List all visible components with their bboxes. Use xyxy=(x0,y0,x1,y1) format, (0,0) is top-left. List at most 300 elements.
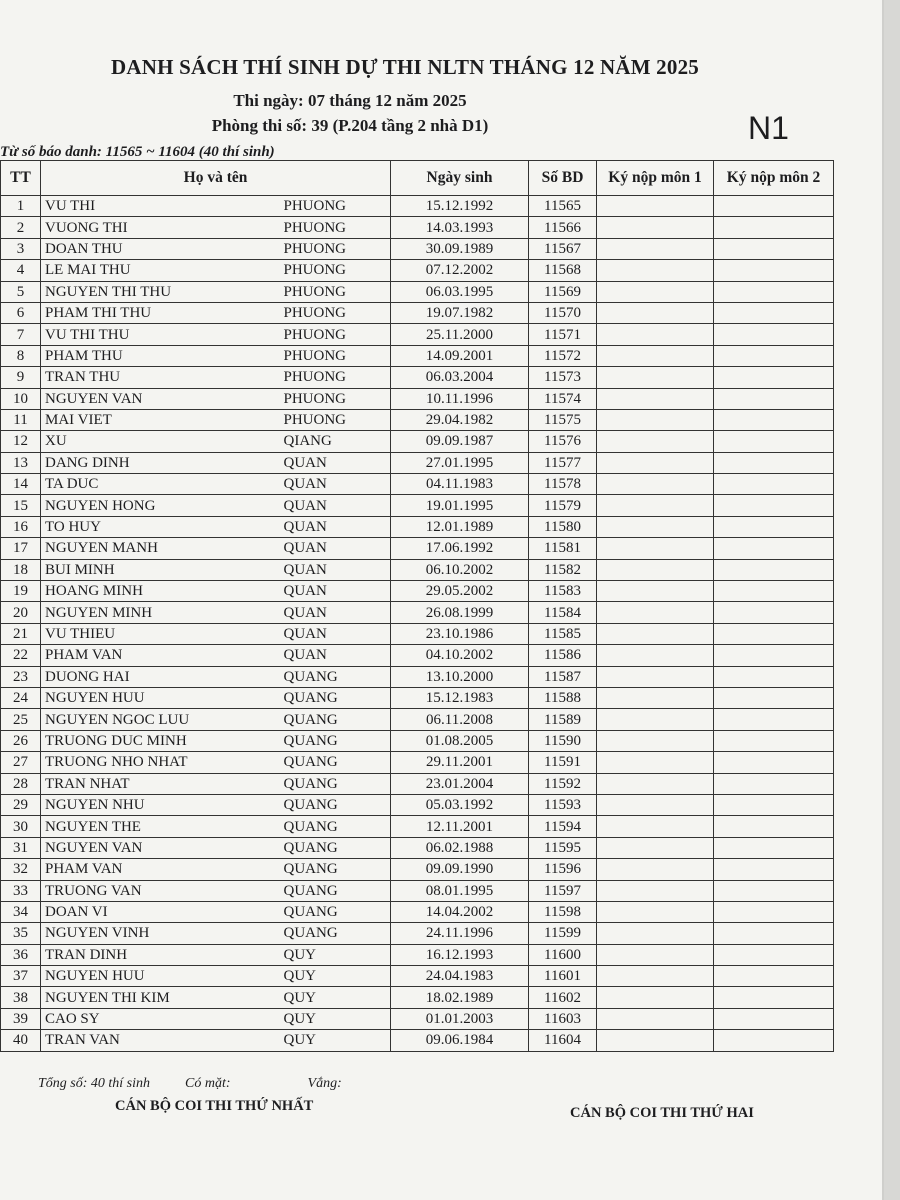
row-birth-date: 27.01.1995 xyxy=(391,452,529,473)
table-row xyxy=(1,773,834,794)
row-last-name: TRAN DINH xyxy=(41,944,276,965)
exam-date: Thi ngày: 07 tháng 12 năm 2025 xyxy=(233,91,467,110)
row-number: 1 xyxy=(1,196,41,217)
row-number: 13 xyxy=(1,452,41,473)
row-sign-1 xyxy=(597,687,714,708)
row-number: 10 xyxy=(1,388,41,409)
row-birth-date: 10.11.1996 xyxy=(391,388,529,409)
row-first-name: QUANG xyxy=(276,752,391,773)
row-first-name: QUANG xyxy=(276,666,391,687)
row-number: 18 xyxy=(1,559,41,580)
row-last-name: TRUONG VAN xyxy=(41,880,276,901)
row-candidate-number: 11568 xyxy=(529,260,597,281)
row-candidate-number: 11573 xyxy=(529,367,597,388)
total-count: Tổng số: 40 thí sinh xyxy=(38,1076,151,1091)
row-candidate-number: 11574 xyxy=(529,388,597,409)
row-last-name: MAI VIET xyxy=(41,409,276,430)
paper-edge xyxy=(884,0,900,1200)
row-number: 17 xyxy=(1,538,41,559)
table-row xyxy=(1,602,834,623)
row-candidate-number: 11590 xyxy=(529,730,597,751)
row-number: 25 xyxy=(1,709,41,730)
row-sign-2 xyxy=(714,687,834,708)
row-sign-2 xyxy=(714,880,834,901)
row-last-name: NGUYEN VAN xyxy=(41,388,276,409)
row-first-name: PHUONG xyxy=(276,409,391,430)
table-row xyxy=(1,752,834,773)
row-first-name: QUANG xyxy=(276,923,391,944)
row-number: 6 xyxy=(1,302,41,323)
header-tt: TT xyxy=(1,161,41,196)
row-last-name: NGUYEN THI KIM xyxy=(41,987,276,1008)
row-last-name: PHAM VAN xyxy=(41,859,276,880)
row-number: 38 xyxy=(1,987,41,1008)
row-first-name: QUANG xyxy=(276,880,391,901)
row-first-name: PHUONG xyxy=(276,196,391,217)
signer-second: CÁN BỘ COI THI THỨ HAI xyxy=(570,1105,754,1121)
row-first-name: QUAN xyxy=(276,474,391,495)
header-sbd: Số BD xyxy=(529,161,597,196)
row-candidate-number: 11601 xyxy=(529,966,597,987)
row-number: 24 xyxy=(1,687,41,708)
row-birth-date: 09.06.1984 xyxy=(391,1030,529,1051)
row-birth-date: 12.11.2001 xyxy=(391,816,529,837)
row-candidate-number: 11587 xyxy=(529,666,597,687)
row-birth-date: 07.12.2002 xyxy=(391,260,529,281)
row-birth-date: 29.05.2002 xyxy=(391,581,529,602)
row-birth-date: 26.08.1999 xyxy=(391,602,529,623)
row-candidate-number: 11599 xyxy=(529,923,597,944)
table-row xyxy=(1,859,834,880)
table-row xyxy=(1,495,834,516)
row-sign-1 xyxy=(597,602,714,623)
row-last-name: NGUYEN HONG xyxy=(41,495,276,516)
table-row xyxy=(1,794,834,815)
row-sign-2 xyxy=(714,345,834,366)
row-birth-date: 09.09.1990 xyxy=(391,859,529,880)
row-birth-date: 16.12.1993 xyxy=(391,944,529,965)
header-dob: Ngày sinh xyxy=(391,161,529,196)
row-sign-1 xyxy=(597,559,714,580)
row-number: 9 xyxy=(1,367,41,388)
row-candidate-number: 11583 xyxy=(529,581,597,602)
row-sign-2 xyxy=(714,324,834,345)
row-candidate-number: 11603 xyxy=(529,1008,597,1029)
table-row xyxy=(1,966,834,987)
row-last-name: BUI MINH xyxy=(41,559,276,580)
row-first-name: QUANG xyxy=(276,794,391,815)
table-row xyxy=(1,581,834,602)
row-last-name: DOAN VI xyxy=(41,901,276,922)
row-sign-2 xyxy=(714,773,834,794)
table-row xyxy=(1,923,834,944)
row-sign-1 xyxy=(597,794,714,815)
row-birth-date: 06.03.2004 xyxy=(391,367,529,388)
row-birth-date: 06.03.1995 xyxy=(391,281,529,302)
row-sign-1 xyxy=(597,238,714,259)
row-sign-2 xyxy=(714,966,834,987)
row-last-name: VUONG THI xyxy=(41,217,276,238)
row-first-name: QUANG xyxy=(276,709,391,730)
row-sign-1 xyxy=(597,752,714,773)
row-sign-1 xyxy=(597,431,714,452)
row-sign-2 xyxy=(714,367,834,388)
row-first-name: QUANG xyxy=(276,730,391,751)
row-number: 2 xyxy=(1,217,41,238)
row-first-name: QUANG xyxy=(276,687,391,708)
candidate-range: Từ số báo danh: 11565 ~ 11604 (40 thí sinh) xyxy=(0,144,275,160)
row-sign-1 xyxy=(597,944,714,965)
row-sign-2 xyxy=(714,645,834,666)
row-sign-2 xyxy=(714,559,834,580)
row-last-name: DOAN THU xyxy=(41,238,276,259)
row-number: 12 xyxy=(1,431,41,452)
row-last-name: NGUYEN NHU xyxy=(41,794,276,815)
row-number: 8 xyxy=(1,345,41,366)
row-number: 30 xyxy=(1,816,41,837)
row-number: 7 xyxy=(1,324,41,345)
table-row xyxy=(1,388,834,409)
row-candidate-number: 11581 xyxy=(529,538,597,559)
row-sign-2 xyxy=(714,581,834,602)
row-first-name: PHUONG xyxy=(276,217,391,238)
row-candidate-number: 11594 xyxy=(529,816,597,837)
row-first-name: QUY xyxy=(276,1008,391,1029)
row-number: 27 xyxy=(1,752,41,773)
row-number: 34 xyxy=(1,901,41,922)
row-number: 35 xyxy=(1,923,41,944)
row-birth-date: 23.01.2004 xyxy=(391,773,529,794)
row-sign-1 xyxy=(597,837,714,858)
row-sign-1 xyxy=(597,345,714,366)
row-sign-1 xyxy=(597,623,714,644)
row-sign-2 xyxy=(714,816,834,837)
row-sign-1 xyxy=(597,474,714,495)
row-last-name: NGUYEN THE xyxy=(41,816,276,837)
row-birth-date: 13.10.2000 xyxy=(391,666,529,687)
row-candidate-number: 11577 xyxy=(529,452,597,473)
row-candidate-number: 11588 xyxy=(529,687,597,708)
row-sign-2 xyxy=(714,196,834,217)
row-number: 19 xyxy=(1,581,41,602)
row-last-name: PHAM THI THU xyxy=(41,302,276,323)
row-last-name: VU THIEU xyxy=(41,623,276,644)
row-candidate-number: 11565 xyxy=(529,196,597,217)
row-sign-1 xyxy=(597,816,714,837)
row-number: 40 xyxy=(1,1030,41,1051)
row-sign-1 xyxy=(597,923,714,944)
row-first-name: QUY xyxy=(276,944,391,965)
row-last-name: NGUYEN NGOC LUU xyxy=(41,709,276,730)
table-row xyxy=(1,260,834,281)
row-birth-date: 19.07.1982 xyxy=(391,302,529,323)
row-number: 21 xyxy=(1,623,41,644)
row-sign-2 xyxy=(714,730,834,751)
row-birth-date: 09.09.1987 xyxy=(391,431,529,452)
row-first-name: QUAN xyxy=(276,581,391,602)
row-first-name: QUANG xyxy=(276,837,391,858)
row-sign-1 xyxy=(597,1030,714,1051)
table-row xyxy=(1,217,834,238)
header-sign1: Ký nộp môn 1 xyxy=(597,161,714,196)
row-sign-1 xyxy=(597,196,714,217)
row-candidate-number: 11578 xyxy=(529,474,597,495)
row-birth-date: 19.01.1995 xyxy=(391,495,529,516)
row-number: 4 xyxy=(1,260,41,281)
row-first-name: QUANG xyxy=(276,859,391,880)
row-sign-2 xyxy=(714,474,834,495)
row-birth-date: 25.11.2000 xyxy=(391,324,529,345)
row-last-name: TRAN VAN xyxy=(41,1030,276,1051)
row-sign-2 xyxy=(714,1030,834,1051)
absent-label: Vắng: xyxy=(307,1076,342,1091)
document-title: DANH SÁCH THÍ SINH DỰ THI NLTN THÁNG 12 NĂM 2025 xyxy=(111,55,699,79)
row-last-name: VU THI THU xyxy=(41,324,276,345)
row-last-name: DUONG HAI xyxy=(41,666,276,687)
row-last-name: HOANG MINH xyxy=(41,581,276,602)
table-row xyxy=(1,623,834,644)
row-sign-1 xyxy=(597,388,714,409)
row-candidate-number: 11580 xyxy=(529,516,597,537)
row-last-name: NGUYEN THI THU xyxy=(41,281,276,302)
row-candidate-number: 11576 xyxy=(529,431,597,452)
row-last-name: NGUYEN HUU xyxy=(41,687,276,708)
row-first-name: QUANG xyxy=(276,816,391,837)
row-first-name: QUY xyxy=(276,1030,391,1051)
row-candidate-number: 11593 xyxy=(529,794,597,815)
signer-first: CÁN BỘ COI THI THỨ NHẤT xyxy=(115,1098,314,1114)
header-name: Họ và tên xyxy=(41,161,391,196)
row-sign-2 xyxy=(714,794,834,815)
row-sign-1 xyxy=(597,901,714,922)
row-sign-2 xyxy=(714,260,834,281)
present-label: Có mặt: xyxy=(185,1076,231,1091)
table-row xyxy=(1,238,834,259)
row-last-name: TO HUY xyxy=(41,516,276,537)
row-last-name: NGUYEN MINH xyxy=(41,602,276,623)
row-birth-date: 04.11.1983 xyxy=(391,474,529,495)
row-sign-2 xyxy=(714,666,834,687)
row-last-name: TRUONG DUC MINH xyxy=(41,730,276,751)
table-row xyxy=(1,687,834,708)
row-birth-date: 14.09.2001 xyxy=(391,345,529,366)
row-last-name: TRUONG NHO NHAT xyxy=(41,752,276,773)
row-birth-date: 04.10.2002 xyxy=(391,645,529,666)
table-header-row xyxy=(1,161,834,196)
row-first-name: PHUONG xyxy=(276,388,391,409)
row-number: 22 xyxy=(1,645,41,666)
table-row xyxy=(1,516,834,537)
row-last-name: TRAN NHAT xyxy=(41,773,276,794)
row-birth-date: 24.04.1983 xyxy=(391,966,529,987)
table-row xyxy=(1,1008,834,1029)
table-row xyxy=(1,367,834,388)
row-sign-2 xyxy=(714,859,834,880)
row-sign-1 xyxy=(597,281,714,302)
row-sign-2 xyxy=(714,452,834,473)
row-number: 11 xyxy=(1,409,41,430)
row-last-name: NGUYEN VAN xyxy=(41,837,276,858)
table-row xyxy=(1,302,834,323)
row-sign-1 xyxy=(597,324,714,345)
row-first-name: PHUONG xyxy=(276,281,391,302)
row-first-name: QUANG xyxy=(276,901,391,922)
row-candidate-number: 11596 xyxy=(529,859,597,880)
row-first-name: PHUONG xyxy=(276,367,391,388)
row-candidate-number: 11567 xyxy=(529,238,597,259)
row-sign-2 xyxy=(714,709,834,730)
table-row xyxy=(1,452,834,473)
table-row xyxy=(1,709,834,730)
row-sign-2 xyxy=(714,495,834,516)
row-candidate-number: 11600 xyxy=(529,944,597,965)
row-number: 31 xyxy=(1,837,41,858)
row-first-name: QUAN xyxy=(276,559,391,580)
row-first-name: QUAN xyxy=(276,602,391,623)
table-row xyxy=(1,1030,834,1051)
row-sign-1 xyxy=(597,1008,714,1029)
row-sign-2 xyxy=(714,538,834,559)
row-sign-2 xyxy=(714,901,834,922)
table-row xyxy=(1,987,834,1008)
table-row xyxy=(1,345,834,366)
row-candidate-number: 11569 xyxy=(529,281,597,302)
row-candidate-number: 11591 xyxy=(529,752,597,773)
row-last-name: DANG DINH xyxy=(41,452,276,473)
table-row xyxy=(1,880,834,901)
row-sign-1 xyxy=(597,859,714,880)
row-birth-date: 24.11.1996 xyxy=(391,923,529,944)
table-row xyxy=(1,645,834,666)
row-first-name: QUY xyxy=(276,966,391,987)
row-candidate-number: 11570 xyxy=(529,302,597,323)
row-sign-1 xyxy=(597,709,714,730)
table-row xyxy=(1,196,834,217)
exam-room: Phòng thi số: 39 (P.204 tầng 2 nhà D1) xyxy=(211,116,489,135)
row-sign-1 xyxy=(597,581,714,602)
row-birth-date: 06.11.2008 xyxy=(391,709,529,730)
row-birth-date: 14.03.1993 xyxy=(391,217,529,238)
row-candidate-number: 11582 xyxy=(529,559,597,580)
row-first-name: QUAN xyxy=(276,645,391,666)
row-sign-2 xyxy=(714,944,834,965)
row-first-name: PHUONG xyxy=(276,324,391,345)
row-sign-1 xyxy=(597,645,714,666)
row-first-name: QUAN xyxy=(276,516,391,537)
row-sign-2 xyxy=(714,752,834,773)
row-number: 20 xyxy=(1,602,41,623)
row-sign-1 xyxy=(597,452,714,473)
row-last-name: NGUYEN HUU xyxy=(41,966,276,987)
row-first-name: QIANG xyxy=(276,431,391,452)
row-sign-1 xyxy=(597,260,714,281)
row-sign-1 xyxy=(597,538,714,559)
row-sign-2 xyxy=(714,217,834,238)
table-row xyxy=(1,666,834,687)
row-candidate-number: 11585 xyxy=(529,623,597,644)
row-birth-date: 12.01.1989 xyxy=(391,516,529,537)
table-row xyxy=(1,281,834,302)
row-last-name: PHAM THU xyxy=(41,345,276,366)
row-number: 23 xyxy=(1,666,41,687)
row-last-name: VU THI xyxy=(41,196,276,217)
row-last-name: CAO SY xyxy=(41,1008,276,1029)
row-first-name: QUAN xyxy=(276,495,391,516)
row-sign-1 xyxy=(597,666,714,687)
row-sign-2 xyxy=(714,431,834,452)
row-number: 36 xyxy=(1,944,41,965)
row-first-name: QUAN xyxy=(276,623,391,644)
row-sign-2 xyxy=(714,302,834,323)
row-birth-date: 01.08.2005 xyxy=(391,730,529,751)
row-sign-2 xyxy=(714,409,834,430)
row-birth-date: 06.10.2002 xyxy=(391,559,529,580)
row-last-name: LE MAI THU xyxy=(41,260,276,281)
row-birth-date: 18.02.1989 xyxy=(391,987,529,1008)
row-birth-date: 30.09.1989 xyxy=(391,238,529,259)
table-row xyxy=(1,474,834,495)
row-birth-date: 15.12.1992 xyxy=(391,196,529,217)
room-code: N1 xyxy=(748,110,789,146)
table-row xyxy=(1,538,834,559)
row-sign-2 xyxy=(714,516,834,537)
row-candidate-number: 11579 xyxy=(529,495,597,516)
row-sign-1 xyxy=(597,987,714,1008)
row-candidate-number: 11572 xyxy=(529,345,597,366)
row-sign-2 xyxy=(714,388,834,409)
row-candidate-number: 11575 xyxy=(529,409,597,430)
row-birth-date: 29.04.1982 xyxy=(391,409,529,430)
row-number: 15 xyxy=(1,495,41,516)
row-first-name: PHUONG xyxy=(276,260,391,281)
row-candidate-number: 11598 xyxy=(529,901,597,922)
row-candidate-number: 11602 xyxy=(529,987,597,1008)
row-first-name: QUAN xyxy=(276,538,391,559)
row-first-name: QUAN xyxy=(276,452,391,473)
row-first-name: PHUONG xyxy=(276,238,391,259)
row-first-name: QUANG xyxy=(276,773,391,794)
row-sign-2 xyxy=(714,987,834,1008)
row-last-name: NGUYEN MANH xyxy=(41,538,276,559)
row-candidate-number: 11592 xyxy=(529,773,597,794)
row-sign-1 xyxy=(597,516,714,537)
table-row xyxy=(1,730,834,751)
row-number: 28 xyxy=(1,773,41,794)
row-number: 39 xyxy=(1,1008,41,1029)
table-row xyxy=(1,431,834,452)
row-sign-1 xyxy=(597,495,714,516)
row-sign-1 xyxy=(597,730,714,751)
row-sign-2 xyxy=(714,923,834,944)
row-last-name: PHAM VAN xyxy=(41,645,276,666)
row-birth-date: 01.01.2003 xyxy=(391,1008,529,1029)
row-sign-1 xyxy=(597,966,714,987)
row-sign-2 xyxy=(714,602,834,623)
table-row xyxy=(1,901,834,922)
row-sign-1 xyxy=(597,773,714,794)
row-last-name: XU xyxy=(41,431,276,452)
row-last-name: TRAN THU xyxy=(41,367,276,388)
row-birth-date: 17.06.1992 xyxy=(391,538,529,559)
row-number: 3 xyxy=(1,238,41,259)
row-number: 16 xyxy=(1,516,41,537)
row-number: 33 xyxy=(1,880,41,901)
row-birth-date: 14.04.2002 xyxy=(391,901,529,922)
row-birth-date: 05.03.1992 xyxy=(391,794,529,815)
row-sign-1 xyxy=(597,880,714,901)
row-number: 14 xyxy=(1,474,41,495)
row-number: 32 xyxy=(1,859,41,880)
